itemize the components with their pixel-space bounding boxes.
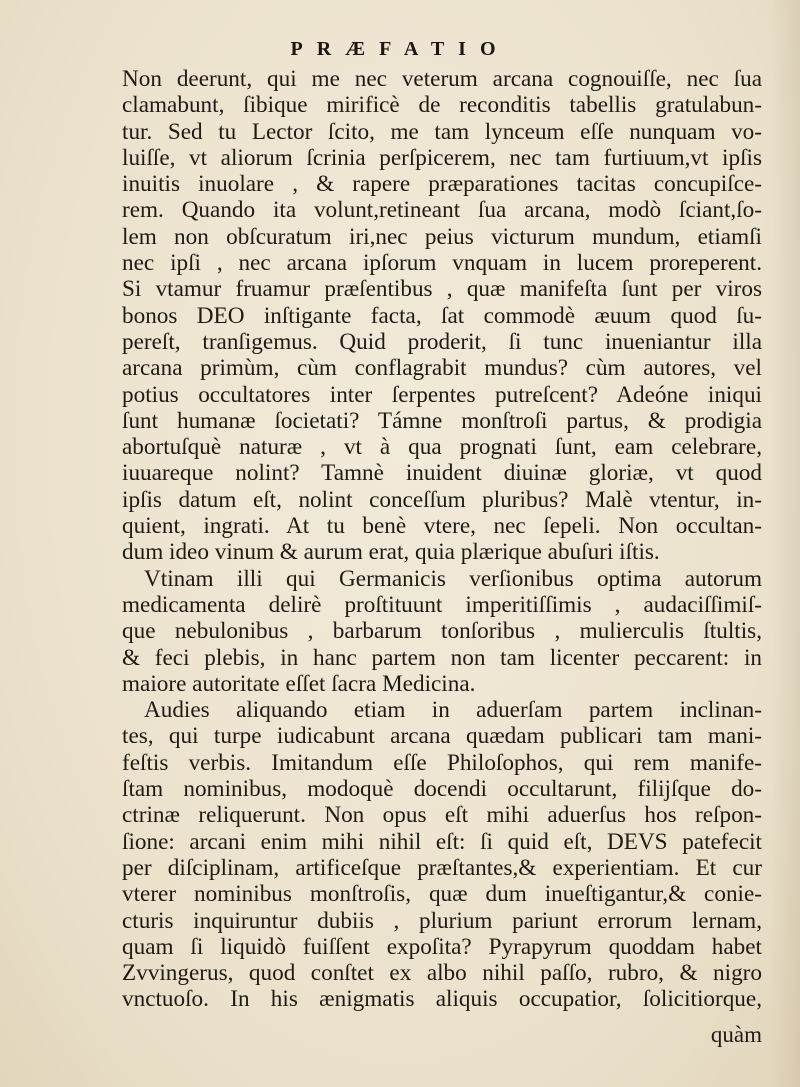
- text-line: Si vtamur fruamur præſentibus , quæ manifeſta ſunt per viros: [122, 276, 762, 303]
- text-line: nec ipſi , nec arcana ipſorum vnquam in lucem proreperent.: [122, 250, 762, 277]
- text-line: ipſis datum eſt, nolint conceſſum pluribus? Malè vtentur, in-: [122, 486, 762, 513]
- text-line: Zvvingerus, quod conſtet ex albo nihil paſſo, rubro, & nigro: [122, 960, 762, 987]
- text-line: tur. Sed tu Lector ſcito, me tam lynceum eſſe nunquam vo-: [122, 118, 762, 145]
- text-line: dum ideo vinum & aurum erat, quia plærique abuſuri iſtis.: [122, 539, 660, 566]
- text-line: bonos DEO inſtigante facta, ſat commodè æuum quod ſu-: [122, 302, 762, 329]
- text-line: potius occultatores inter ſerpentes putreſcent? Adeóne iniqui: [122, 381, 762, 408]
- text-line: ſtam nominibus, modoquè docendi occultarunt, filijſque do-: [122, 776, 762, 803]
- text-line: quient, ingrati. At tu benè vtere, nec ſepeli. Non occultan-: [122, 513, 762, 540]
- page-fold-shadow: [770, 0, 800, 1087]
- text-line: feſtis verbis. Imitandum eſſe Philoſophos, qui rem manife-: [122, 749, 762, 776]
- text-line: Vtinam illi qui Germanicis verſionibus optima autorum: [144, 565, 762, 592]
- text-line: medicamenta delirè proſtituunt imperitiſſimis , audaciſſimiſ-: [122, 591, 762, 618]
- text-line: Audies aliquando etiam in aduerſam partem inclinan-: [144, 697, 762, 724]
- text-line: maiore autoritate eſſet ſacra Medicina.: [122, 670, 476, 697]
- text-line: pereſt, tranſigemus. Quid proderit, ſi tunc inueniantur illa: [122, 328, 762, 355]
- text-line: que nebulonibus , barbarum tonſoribus , mulierculis ſtultis,: [122, 618, 762, 645]
- text-line: quam ſi liquidò fuiſſent expoſita? Pyrapyrum quoddam habet: [122, 933, 762, 960]
- text-line: ctrinæ reliquerunt. Non opus eſt mihi aduerſus hos reſpon-: [122, 802, 762, 829]
- text-line: iuuareque nolint? Tamnè inuident diuinæ gloriæ, vt quod: [122, 460, 762, 487]
- text-line: abortuſquè naturæ , vt à qua prognati ſunt, eam celebrare,: [122, 434, 762, 461]
- body-text: [122, 66, 762, 1013]
- text-line: vnctuoſo. In his ænigmatis aliquis occupatior, ſolicitiorque,: [122, 986, 762, 1013]
- text-line: per diſciplinam, artificeſque præſtantes,& experientiam. Et cur: [122, 854, 762, 881]
- text-line: arcana primùm, cùm conflagrabit mundus? cùm autores, vel: [122, 355, 762, 382]
- text-line: lem non obſcuratum iri,nec peius victurum mundum, etiamſi: [122, 223, 762, 250]
- text-line: ſione: arcani enim mihi nihil eſt: ſi quid eſt, DEVS patefecit: [122, 828, 762, 855]
- text-line: cturis inquiruntur dubiis , plurium pariunt errorum lernam,: [122, 907, 762, 934]
- text-line: rem. Quando ita volunt,retineant ſua arcana, modò ſciant,ſo-: [122, 197, 762, 224]
- catchword: quàm: [710, 1022, 762, 1047]
- text-line: Non deerunt, qui me nec veterum arcana cognouiſſe, nec ſua: [122, 66, 762, 92]
- text-line: inuitis inuolare , & rapere præparationes tacitas concupiſce-: [122, 171, 762, 198]
- running-title: PRÆFATIO: [290, 38, 510, 60]
- text-line: clamabunt, ſibique mirificè de reconditis tabellis gratulabun-: [122, 92, 762, 119]
- text-line: tes, qui turpe iudicabunt arcana quædam publicari tam mani-: [122, 723, 762, 750]
- text-line: vterer nominibus monſtroſis, quæ dum inueſtigantur,& conie-: [122, 881, 762, 908]
- text-line: ſunt humanæ ſocietati? Támne monſtroſi partus, & prodigia: [122, 407, 762, 434]
- text-line: & feci plebis, in hanc partem non tam licenter peccarent: in: [122, 644, 762, 671]
- text-line: luiſſe, vt aliorum ſcrinia perſpicerem, nec tam furtiuum,vt ipſis: [122, 144, 762, 171]
